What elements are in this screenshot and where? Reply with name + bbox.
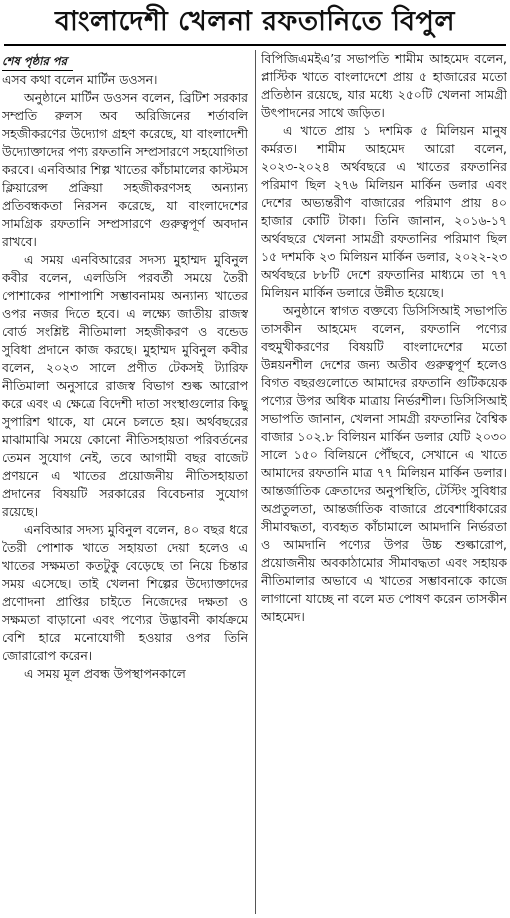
article-paragraph: এ সময় এনবিআরের সদস্য মুহাম্মদ মুবিনুল কবীর বলেন, এলডিসি পরবর্তী সময়ে তৈরী পোশাকের পাশাপাশি সম্ভাবনাময় অন্যান্য খাতের ওপর নজর দিতে হবে। এ লক্ষ্যে জাতীয় রাজস্ব বোর্ড সংশ্লিষ্ট নীতিমালা সহজীকরণ ও বন্ডেড সুবিধা প্রদানে কাজ করছে। মুহাম্মদ মুবিনুল কবীর বলেন, ২০২৩ সালে প্রণীত টেকসই ট্যারিফ নীতিমালা অনুসারে রাজস্ব বিভাগ শুল্ক আরোপ করে এবং এ ক্ষেত্রে বিদেশী দাতা সংস্থাগুলোর কিছু সুপারিশ থাকে, যা মেনে চলতে হয়। অর্থবছরের মাঝামাঝি সময়ে কোনো নীতিসহায়তা পরিবর্তনের তেমন সুযোগ নেই, তবে আগামী বছর বাজেট প্রণয়নে এ খাতের প্রয়োজনীয় নীতিসহায়তা প্রদানের বিষয়টি সরকারের বিবেচনার সুযোগ রয়েছে।: [2, 252, 248, 519]
article-paragraph: অনুষ্ঠানে মার্টিন ডওসন বলেন, ব্রিটিশ সরকার সম্প্রতি রুলস অব অরিজিনের শর্তাবলি সহজীকরণের উদ্যোগ গ্রহণ করেছে, যা বাংলাদেশী উদ্যোক্তাদের পণ্য রফতানি সম্প্রসারণে সহযোগিতা করবে। এনবিআর শিল্প খাতের কাঁচামালের কাস্টমস ক্লিয়ারেন্স প্রক্রিয়া সহজীকরণসহ অন্যান্য প্রতিবন্ধকতা নিরসন করেছে, যা বাংলাদেশের সামগ্রিক রফতানি সম্প্রসারণে গুরুত্বপূর্ণ অবদান রাখবে।: [2, 90, 248, 249]
headline-rule: [4, 44, 506, 46]
article-paragraph: এসব কথা বলেন মার্টিন ডওসন।: [2, 72, 158, 87]
article-column-right: [261, 50, 507, 916]
continued-from-label: শেষ পৃষ্ঠার পর: [2, 52, 73, 71]
column-divider: [255, 50, 256, 914]
article-headline: বাংলাদেশী খেলনা রফতানিতে বিপুল: [55, 6, 455, 37]
article-paragraph: এ সময় মূল প্রবন্ধ উপস্থাপনকালে: [24, 666, 186, 681]
article-column-left: [2, 50, 248, 916]
article-paragraph: এ খাতে প্রায় ১ দশমিক ৫ মিলিয়ন মানুষ কর্মরত। শামীম আহমেদ আরো বলেন, ২০২৩-২০২৪ অর্থবছরে এ খাতের রফতানির পরিমাণ ছিল ২৭৬ মিলিয়ন মার্কিন ডলার এবং দেশের অভ্যন্তরীণ বাজারের পরিমাণ প্রায় ৪০ হাজার কোটি টাকা। তিনি জানান, ২০১৬-১৭ অর্থবছরে খেলনা সামগ্রী রফতানির পরিমাণ ছিল ১৫ দশমকি ২৩ মিলিয়ন মার্কিন ডলার, ২০২২-২৩ অর্থবছরে ৮৮টি দেশে রফতানির মাধ্যমে তা ৭৭ মিলিয়ন মার্কিন ডলারে উন্নীত হয়েছে।: [261, 123, 507, 300]
article-paragraph: এনবিআর সদস্য মুবিনুল বলেন, ৪০ বছর ধরে তৈরী পোশাক খাতে সহায়তা দেয়া হলেও এ খাতের সক্ষমতা কতটুকু বেড়েছে তা নিয়ে চিন্তার সময় এসেছে। তাই খেলনা শিল্পের উদ্যোক্তাদের প্রণোদনা প্রাপ্তির চাইতে নিজেদের দক্ষতা ও সক্ষমতা বাড়ানো এবং পণ্যের উদ্ভাবনী কার্যক্রমে বেশি হারে মনোযোগী হওয়ার ওপর তিনি জোরারোপ করেন।: [2, 522, 248, 663]
article-paragraph: অনুষ্ঠানে স্বাগত বক্তব্যে ডিসিসিআই সভাপতি তাসকীন আহমেদ বলেন, রফতানি পণ্যের বহুমুখীকরণের বিষয়টি বাংলাদেশের মতো উন্নয়নশীল দেশের জন্য অতীব গুরুত্বপূর্ণ হলেও বিগত বছরগুলোতে আমাদের রফতানি গুটিকয়েক পণ্যের উপর অধিক মাত্রায় নির্ভরশীল। ডিসিসিআই সভাপতি জানান, খেলনা সামগ্রী রফতানির বৈশ্বিক বাজার ১০২.৮ বিলিয়ন মার্কিন ডলার যেটি ২০৩০ সালে ১৫০ বিলিয়নে পৌঁছবে, সেখানে এ খাতে আমাদের রফতানি মাত্র ৭৭ মিলিয়ন মার্কিন ডলার। আন্তর্জাতিক ক্রেতাদের অনুপস্থিতি, টেস্টিং সুবিধার অপ্রতুলতা, আন্তর্জাতিক বাজারে প্রবেশাধিকারের সীমাবদ্ধতা, ব্যবহৃত কাঁচামালে আমদানি নির্ভরতা ও আমদানি পণ্যের উপর উচ্চ শুল্কারোপ, প্রয়োজনীয় অবকাঠামোর সীমাবদ্ধতা এবং সহায়ক নীতিমালার অভাবে এ খাতের সম্ভাবনাকে কাজে লাগানো যাচ্ছে না বলে মত পোষণ করেন তাসকীন আহমেদ।: [261, 303, 507, 624]
article-paragraph: বিপিজিএমইএ’র সভাপতি শামীম আহমেদ বলেন, প্লাস্টিক খাতে বাংলাদেশে প্রায় ৫ হাজারের মতো প্রতিষ্ঠান রয়েছে, যার মধ্যে ২৫০টি খেলনা সামগ্রী উৎপাদনের সাথে জড়িত।: [261, 51, 507, 120]
